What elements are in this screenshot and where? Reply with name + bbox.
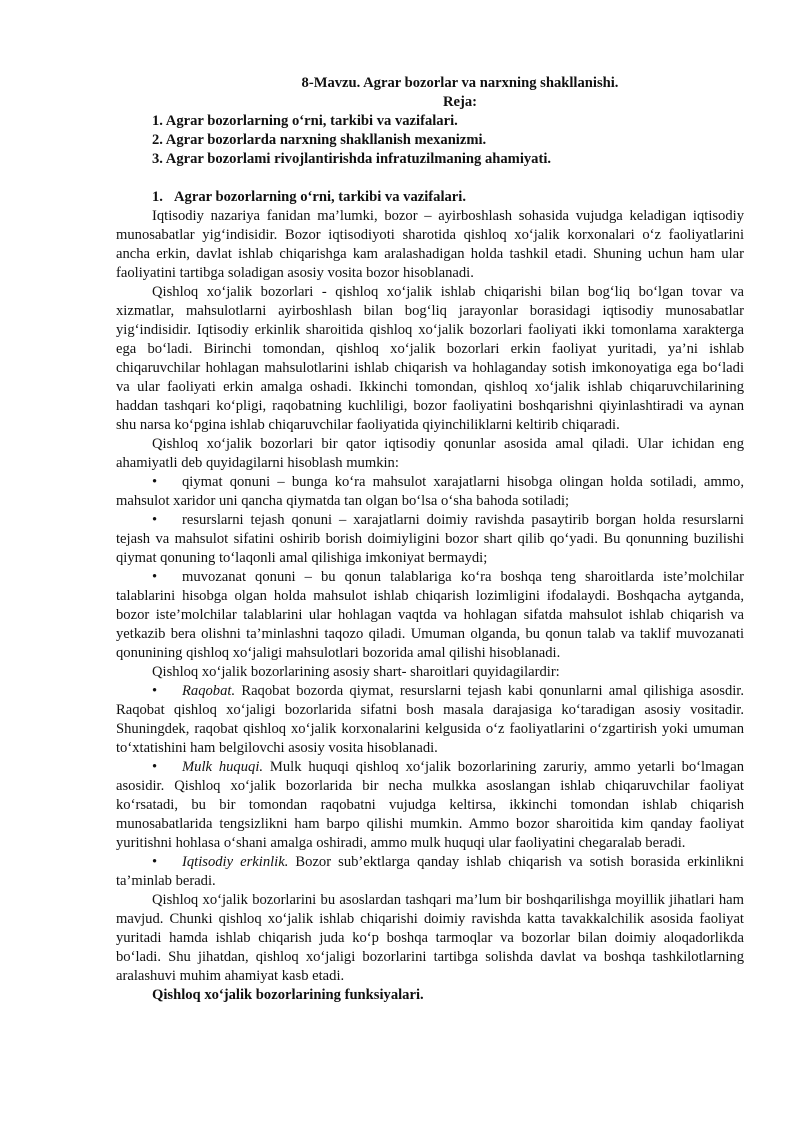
bullet-text: Bozor sub’ektlarga qanday ishlab chiqarish va sotish borasida erkinlikni ta’minlab beradi. [116,854,744,889]
bullet-icon: • [152,474,158,490]
bullet-text: resurslarni tejash qonuni – xarajatlarni doimiy ravishda pasaytirib borgan holda resurslarni tejash va mahsulot sifatini oshirib borish doimiyligini bozor shart qilib qo‘yadi. Bu qonunning buzilishi qiymat qonuning to‘laqonli amal qilishiga imkoniyat bermaydi; [116,512,744,566]
plan-item: 1. Agrar bozorlarning o‘rni, tarkibi va vazifalari. [152,113,458,129]
plan-item: 2. Agrar bozorlarda narxning shakllanish mexanizmi. [152,132,487,148]
bullet-icon: • [152,759,158,775]
bullet-item [116,511,744,568]
bullet-icon: • [152,569,158,585]
paragraph: Qishloq xo‘jalik bozorlari - qishloq xo‘jalik ishlab chiqarishi bilan bog‘liq bo‘lgan tovar va xizmatlar, mahsulotlarni ayirboshlash bilan bog‘liq jarayonlar borasidagi iqtisodiy munosabatlar yig‘indisidir. Iqtisodiy erkinlik sharoitida qishloq xo‘jalik bozorlari faoliyati ikki tomonlama xarakterga ega bo‘ladi. Birinchi tomondan, qishloq xo‘jalik bozorlari erkin faoliyat yuritadi, ya’ni ishlab chiqaruvchilar hohlagan mahsulotlarini ishlab chiqarish va hohlaganday sotish imkonoyatiga ega bo‘ladi va ular faoliyati erkin amalga oshadi. Ikkinchi tomondan, qishloq xo‘jalik ishlab chiqaruvchilarining haddan tashqari ko‘pligi, raqobatning kuchliligi, bozor faoliyatini boshqarishni qiyinlashtiradi va aynan shu narsa ko‘pgina ishlab chiqaruvchilar faoliyatida qiyinchiliklarni keltirib chiqaradi. [116,284,744,433]
bullet-item [116,758,744,853]
bullet-item [116,853,744,891]
plan-item: 3. Agrar bozorlami rivojlantirishda infratuzilmaning ahamiyati. [152,151,552,167]
subheading: Qishloq xo‘jalik bozorlarining funksiyalari. [152,987,424,1003]
section-title: Agrar bozorlarning o‘rni, tarkibi va vazifalari. [174,189,466,205]
plan-list [116,112,744,169]
bullet-term: Iqtisodiy erkinlik. [182,854,289,870]
paragraph: Qishloq xo‘jalik bozorlarining asosiy shart- sharoitlari quyidagilardir: [152,664,560,680]
bullet-icon: • [152,683,158,699]
bullet-text: muvozanat qonuni – bu qonun talablariga ko‘ra boshqa teng sharoitlarda iste’molchilar talablarini hisobga olgan holda mahsulot ishlab chiqarish lozimligini ifodalaydi. Boshqacha aytganda, bozor iste’molchilar talablarini ular hohlagan vaqtda va hohlagan sifatda mahsulot ishlab chiqarish va yetkazib bera olishni ta’minlashni taqozo qiladi. Umuman olganda, bu qonun talab va taklif muvozanati qonunining qishloq xo‘jaligi mahsulotlari bozorida amal qilishi hisoblanadi. [116,569,744,661]
plan-heading: Reja: [442,94,478,110]
bullet-item [116,473,744,511]
bullet-icon: • [152,854,158,870]
bullet-item [116,682,744,758]
bullet-term: Raqobat. [182,683,236,699]
document-title: 8-Mavzu. Agrar bozorlar va narxning shakllanishi. [301,75,619,91]
bullet-text: Raqobat bozorda qiymat, resurslarni tejash kabi qonunlarni amal qilishiga asosdir. Raqobat qishloq xo‘jaligi bozorlarida sifatni bosh masala darajasiga ko‘taradigan asosiy vositadir. Shuningdek, raqobat qishloq xo‘jalik korxonalarini kelgusida o‘z faoliyatlarini o‘zgartirish yoki umuman to‘xtatishini ham belgilovchi asosiy vosita hisoblanadi. [116,683,744,756]
section-number: 1. [152,189,163,205]
bullet-text: qiymat qonuni – bunga ko‘ra mahsulot xarajatlarni hisobga olingan holda sotiladi, ammo, mahsulot xaridor uni qancha qiymatda tan olgan bo‘lsa o‘sha bahoda sotiladi; [116,474,744,509]
paragraph: Qishloq xo‘jalik bozorlarini bu asoslardan tashqari ma’lum bir boshqarilishga moyillik jihatlari ham mavjud. Chunki qishloq xo‘jalik ishlab chiqarishi doimiy ravishda katta tavakkalchilik asosida faoliyat yuritadi hamda ishlab chiqarish juda ko‘p boshqa tarmoqlar va bozorlar bilan doimiy aloqadorlikda bo‘ladi. Shu jihatdan, qishloq xo‘jaligi bozorlarini tartibga solishda davlat va boshqa tashkilotlarning aralashuvi muhim ahamiyat kasb etadi. [116,892,744,984]
paragraph: Iqtisodiy nazariya fanidan ma’lumki, bozor – ayirboshlash sohasida vujudga keladigan iqtisodiy munosabatlar yig‘indisidir. Bozor iqtisodiyoti sharotida qishloq xo‘jalik korxonalari o‘z faoliyatlarini ancha erkin, davlat ishlab chiqarishga kam aralashadigan holda tashkil etadi. Shuning uchun ham ular faoliyatini tartibga soladigan asosiy vosita bozor hisoblanadi. [116,208,744,281]
bullet-item [116,568,744,663]
bullet-icon: • [152,512,158,528]
section-heading [116,188,744,207]
bullet-term: Mulk huquqi. [182,759,264,775]
paragraph: Qishloq xo‘jalik bozorlari bir qator iqtisodiy qonunlar asosida amal qiladi. Ular ichidan eng ahamiyatli deb quyidagilarni hisoblash mumkin: [116,436,744,471]
bullet-text: Mulk huquqi qishloq xo‘jalik bozorlarining zaruriy, ammo yetarli bo‘lmagan asosidir. Qishloq xo‘jalik bozorlarida bir necha mulkka asoslangan ishlab chiqaruvchilar faoliyat ko‘rsatadi, bu bir tomondan raqobatni vujudga keltirsa, ikkinchi tomondan ishlab chiqarish munosabatlarida tengsizlikni ham barpo qilishi mumkin. Ammo bozor sharoitida kim qanday faoliyat yuritishni hohlasa o‘shani amalga oshiradi, ammo mulk huquqi ular faoliyatini chegaralab beradi. [116,759,745,851]
blank-line [116,169,744,188]
